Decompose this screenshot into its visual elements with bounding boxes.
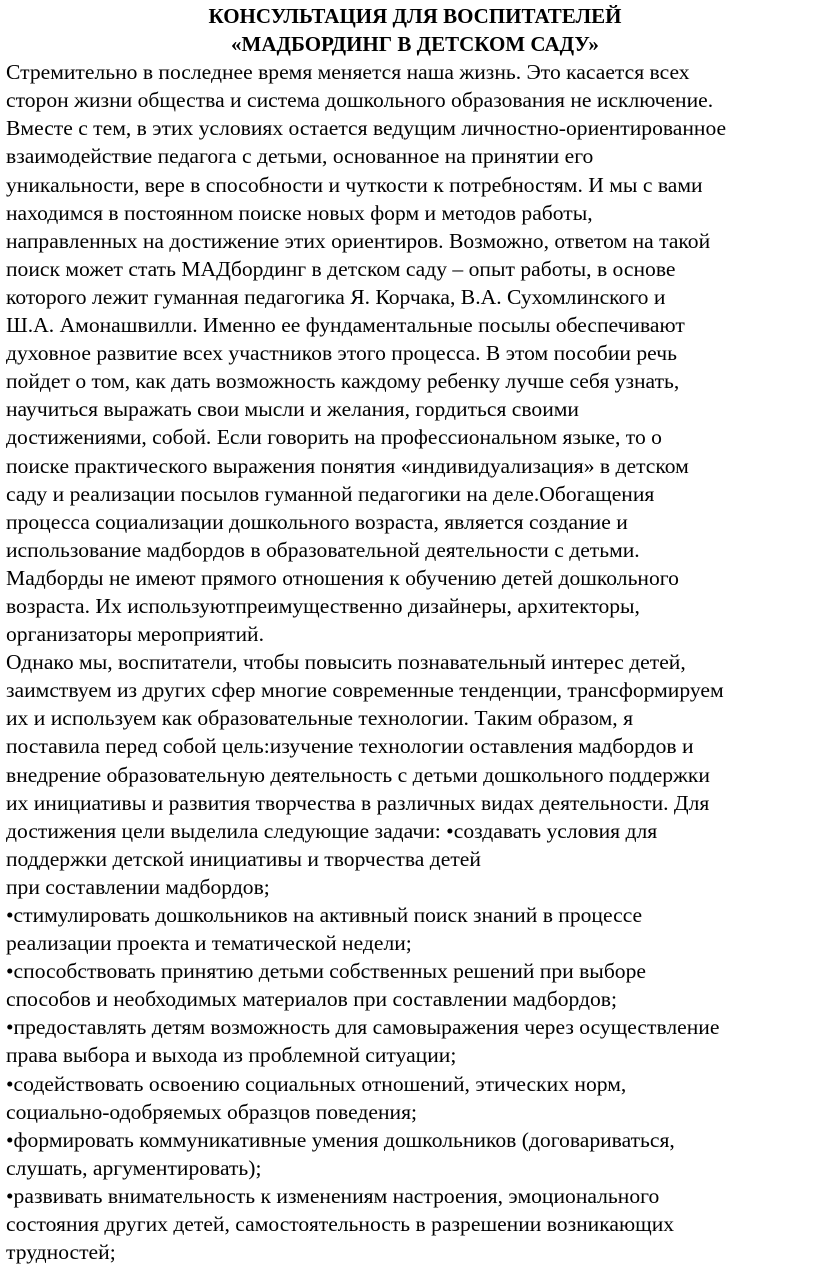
body-text-line: их инициативы и развития творчества в различных видах деятельности. Для xyxy=(6,790,710,815)
body-text-line: Мадборды не имеют прямого отношения к обучению детей дошкольного xyxy=(6,565,679,590)
body-text-line: слушать, аргументировать); xyxy=(6,1155,262,1180)
body-text-line: реализации проекта и тематической недели; xyxy=(6,931,412,956)
body-text-line: Стремительно в последнее время меняется наша жизнь. Это касается всех xyxy=(6,60,690,85)
body-text-line: взаимодействие педагога с детьми, основанное на принятии его xyxy=(6,144,594,169)
body-text-line: процесса социализации дошкольного возраста, является создание и xyxy=(6,509,628,534)
body-text-line: которого лежит гуманная педагогика Я. Корчака, В.А. Сухомлинского и xyxy=(6,284,666,309)
body-text-line: социально-одобряемых образцов поведения; xyxy=(6,1099,418,1124)
body-text-line: сторон жизни общества и система дошкольного образования не исключение. xyxy=(6,88,714,113)
body-text-line: поиске практического выражения понятия «индивидуализация» в детском xyxy=(6,453,689,478)
body-text-line: пойдет о том, как дать возможность каждому ребенку лучше себя узнать, xyxy=(6,369,680,394)
body-text-line: трудностей; xyxy=(6,1240,116,1265)
body-text-line: Вместе с тем, в этих условиях остается ведущим личностно-ориентированное xyxy=(6,116,727,141)
body-text-line: научиться выражать свои мысли и желания, гордиться своими xyxy=(6,397,579,422)
title-line-1: КОНСУЛЬТАЦИЯ ДЛЯ ВОСПИТАТЕЛЕЙ xyxy=(208,4,622,28)
document-title xyxy=(6,2,814,58)
body-text-line: достижения цели выделила следующие задачи: •создавать условия для xyxy=(6,818,658,843)
body-text-line: находимся в постоянном поиске новых форм и методов работы, xyxy=(6,200,593,225)
body-text-line: духовное развитие всех участников этого процесса. В этом пособии речь xyxy=(6,341,677,366)
body-text-line: достижениями, собой. Если говорить на профессиональном языке, то о xyxy=(6,425,662,450)
body-text-line: •развивать внимательность к изменениям настроения, эмоционального xyxy=(6,1183,660,1208)
body-text-line: •предоставлять детям возможность для самовыражения через осуществление xyxy=(6,1015,720,1040)
body-text-line: возраста. Их используютпреимущественно дизайнеры, архитекторы, xyxy=(6,593,640,618)
body-text-line: права выбора и выхода из проблемной ситуации; xyxy=(6,1043,457,1068)
body-text-line: •способствовать принятию детьми собственных решений при выборе xyxy=(6,959,646,984)
body-text-line: заимствуем из других сфер многие современные тенденции, трансформируем xyxy=(6,678,724,703)
body-text-line: Однако мы, воспитатели, чтобы повысить познавательный интерес детей, xyxy=(6,650,686,675)
body-text-line: уникальности, вере в способности и чуткости к потребностям. И мы с вами xyxy=(6,172,703,197)
document-body xyxy=(6,58,814,1266)
document-page xyxy=(6,2,814,1266)
body-text-line: •формировать коммуникативные умения дошкольников (договариваться, xyxy=(6,1127,675,1152)
body-text-line: •стимулировать дошкольников на активный поиск знаний в процессе xyxy=(6,903,643,927)
body-text-line: способов и необходимых материалов при составлении мадбордов; xyxy=(6,987,618,1012)
body-text-line: поддержки детской инициативы и творчества детей xyxy=(6,846,481,871)
body-text-line: поиск может стать МАДбординг в детском саду – опыт работы, в основе xyxy=(6,256,676,281)
body-text-line: поставила перед собой цель:изучение технологии оставления мадбордов и xyxy=(6,734,694,759)
title-line-2: «МАДБОРДИНГ В ДЕТСКОМ САДУ» xyxy=(231,32,599,57)
body-text-line: при составлении мадбордов; xyxy=(6,874,270,899)
body-text-line: Ш.А. Амонашвилли. Именно ее фундаментальные посылы обеспечивают xyxy=(6,313,685,338)
body-text-line: внедрение образовательную деятельность с детьми дошкольного поддержки xyxy=(6,762,710,787)
body-text-line: состояния других детей, самостоятельность в разрешении возникающих xyxy=(6,1212,675,1237)
body-text-line: использование мадбордов в образовательной деятельности с детьми. xyxy=(6,537,640,562)
body-text-line: саду и реализации посылов гуманной педагогики на деле.Обогащения xyxy=(6,481,655,506)
body-text-line: их и используем как образовательные технологии. Таким образом, я xyxy=(6,706,634,731)
body-text-line: направленных на достижение этих ориентиров. Возможно, ответом на такой xyxy=(6,228,711,253)
body-text-line: •содействовать освоению социальных отношений, этических норм, xyxy=(6,1071,627,1096)
body-text-line: организаторы мероприятий. xyxy=(6,622,264,647)
